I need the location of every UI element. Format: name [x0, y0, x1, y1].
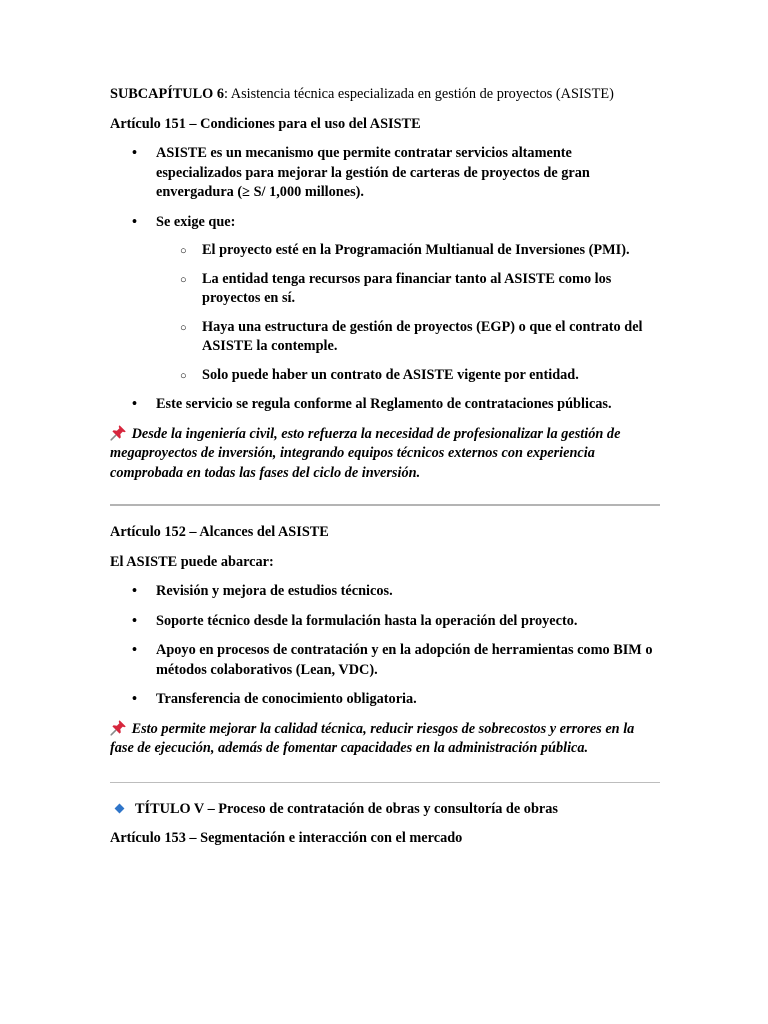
list-item-text: ASISTE es un mecanismo que permite contratar servicios altamente especializados para mejorar la gestión de carteras de proyectos de gran envergadura (≥ S/ 1,000 millones).: [156, 145, 590, 200]
list-item-text: Se exige que:: [156, 213, 236, 230]
bullet-marker: •: [132, 145, 138, 161]
document-content: [110, 85, 660, 859]
list-item-text: Este servicio se regula conforme al Reglamento de contrataciones públicas.: [156, 396, 612, 412]
sublist-item: [156, 270, 660, 309]
sublist-item-text: Solo puede haber un contrato de ASISTE vigente por entidad.: [202, 366, 579, 383]
pushpin-icon: [110, 425, 128, 439]
bullet-marker: •: [132, 642, 138, 658]
subchapter-title: : Asistencia técnica especializada en gestión de proyectos (ASISTE): [224, 86, 614, 102]
sublist-item-text: El proyecto esté en la Programación Multianual de Inversiones (PMI).: [202, 242, 630, 258]
sub-bullet-marker: ○: [180, 321, 187, 334]
subchapter-label: SUBCAPÍTULO 6: [110, 86, 224, 102]
pushpin-icon: [110, 720, 128, 734]
list-item: [110, 582, 660, 602]
section-divider: [110, 782, 660, 783]
sublist-item-text: Haya una estructura de gestión de proyectos (EGP) o que el contrato del ASISTE la contemple.: [202, 318, 643, 354]
titulo-v-text: TÍTULO V – Proceso de contratación de obras y consultoría de obras: [135, 800, 558, 817]
titulo-v-heading: [110, 800, 660, 820]
subchapter-heading: [110, 85, 660, 105]
list-item: [110, 144, 660, 203]
list-item-text: Soporte técnico desde la formulación hasta la operación del proyecto.: [156, 612, 578, 629]
sublist-item: [156, 366, 660, 386]
requirements-sublist: [156, 241, 660, 385]
note-text: Desde la ingeniería civil, esto refuerza la necesidad de profesionalizar la gestión de megaproyectos de inversión, integrando equipos técnicos externos con experiencia comprobada en todas las fases del ciclo de inversión.: [110, 425, 621, 481]
list-item: [110, 395, 660, 415]
sub-bullet-marker: ○: [180, 369, 187, 382]
list-item: [110, 641, 660, 680]
bullet-marker: •: [132, 612, 138, 629]
sub-bullet-marker: ○: [180, 273, 187, 286]
sublist-item: [156, 241, 660, 261]
sublist-item-text: La entidad tenga recursos para financiar tanto al ASISTE como los proyectos en sí.: [202, 270, 612, 306]
article-151-title: Artículo 151 – Condiciones para el uso del ASISTE: [110, 115, 421, 132]
list-item: [110, 213, 660, 386]
article-153-title: Artículo 153 – Segmentación e interacción con el mercado: [110, 830, 463, 846]
list-item-text: Revisión y mejora de estudios técnicos.: [156, 583, 393, 599]
list-item: [110, 690, 660, 710]
bullet-marker: •: [132, 583, 138, 599]
sub-bullet-marker: ○: [180, 245, 187, 257]
list-item: [110, 612, 660, 632]
section-divider: [110, 504, 660, 506]
article-152-intro: El ASISTE puede abarcar:: [110, 553, 274, 570]
list-item-text: Apoyo en procesos de contratación y en la adopción de herramientas como BIM o métodos colaborativos (Lean, VDC).: [156, 642, 653, 678]
article-152-note: [110, 720, 660, 759]
sublist-item: [156, 318, 660, 357]
bullet-marker: •: [132, 396, 138, 412]
article-151-list: [110, 144, 660, 415]
article-152-title: Artículo 152 – Alcances del ASISTE: [110, 524, 329, 540]
bullet-marker: •: [132, 213, 138, 230]
note-text: Esto permite mejorar la calidad técnica, reducir riesgos de sobrecostos y errores en la fase de ejecución, además de fomentar capacidades en la administración pública.: [110, 720, 635, 756]
article-151-note: [110, 425, 660, 484]
article-152-list: [110, 582, 660, 710]
bullet-marker: •: [132, 691, 138, 707]
list-item-text: Transferencia de conocimiento obligatoria.: [156, 691, 417, 707]
blue-diamond-icon: [115, 803, 125, 813]
